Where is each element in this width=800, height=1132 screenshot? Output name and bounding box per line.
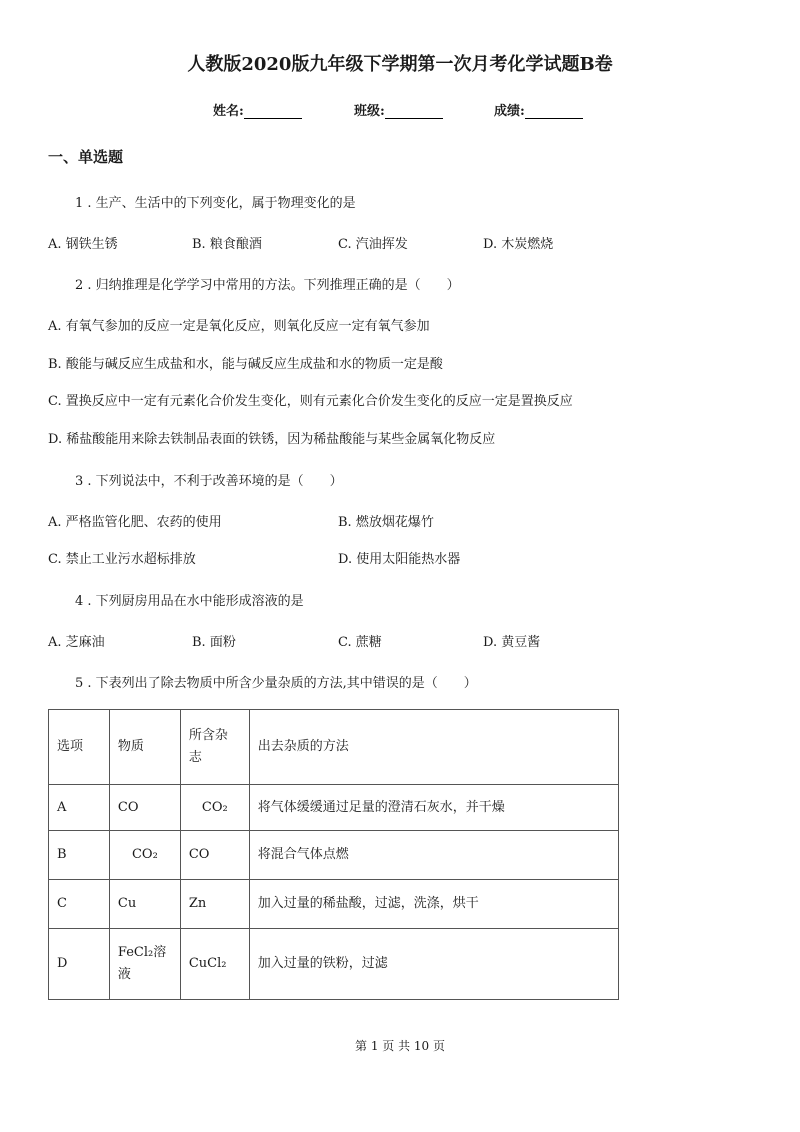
table-cell: C bbox=[49, 880, 110, 929]
question-stem: 4 . 下列厨房用品在水中能形成溶液的是 bbox=[75, 594, 304, 609]
table-cell: Zn bbox=[180, 880, 249, 929]
table-cell: Cu bbox=[109, 880, 180, 929]
table-cell: 将气体缓缓通过足量的澄清石灰水，并干燥 bbox=[249, 785, 618, 831]
table-cell: CO₂ bbox=[180, 785, 249, 831]
option-d: D. 稀盐酸能用来除去铁制品表面的铁锈，因为稀盐酸能与某些金属氧化物反应 bbox=[48, 432, 496, 447]
question-stem: 2 . 归纳推理是化学学习中常用的方法。下列推理正确的是（ ） bbox=[75, 278, 460, 293]
page-title: 人教版2020版九年级下学期第一次月考化学试题B卷 bbox=[187, 54, 613, 75]
score-field[interactable] bbox=[494, 100, 583, 119]
question-stem: 5 . 下表列出了除去物质中所含少量杂质的方法,其中错误的是（ ） bbox=[75, 676, 477, 691]
table-cell: B bbox=[49, 831, 110, 880]
option-c: C. 置换反应中一定有元素化合价发生变化，则有元素化合价发生变化的反应一定是置换反应 bbox=[48, 394, 573, 409]
option-a: A. 有氧气参加的反应一定是氧化反应，则氧化反应一定有氧气参加 bbox=[48, 319, 430, 334]
option-c: C. 蔗糖 bbox=[338, 635, 382, 650]
option-d: D. 使用太阳能热水器 bbox=[338, 552, 461, 567]
table-header-row bbox=[49, 710, 619, 785]
option-a: A. 严格监管化肥、农药的使用 bbox=[48, 515, 222, 530]
table-row bbox=[49, 880, 619, 929]
option-b: B. 燃放烟花爆竹 bbox=[338, 515, 434, 530]
table-cell: 加入过量的铁粉，过滤 bbox=[249, 929, 618, 1000]
section-heading: 一、单选题 bbox=[48, 148, 124, 166]
table-cell: A bbox=[49, 785, 110, 831]
option-b: B. 酸能与碱反应生成盐和水，能与碱反应生成盐和水的物质一定是酸 bbox=[48, 357, 443, 372]
name-field[interactable] bbox=[213, 100, 302, 119]
class-blank[interactable] bbox=[385, 104, 443, 119]
table-header-cell: 所含杂志 bbox=[180, 710, 249, 785]
impurity-table bbox=[48, 709, 619, 1000]
option-b: B. 面粉 bbox=[192, 635, 236, 650]
table-cell: CO₂ bbox=[109, 831, 180, 880]
table-cell: CuCl₂ bbox=[180, 929, 249, 1000]
name-blank[interactable] bbox=[244, 104, 302, 119]
question-stem: 3 . 下列说法中，不利于改善环境的是（ ） bbox=[75, 474, 343, 489]
page-footer: 第 1 页 共 10 页 bbox=[355, 1039, 445, 1053]
name-label: 姓名: bbox=[213, 104, 244, 119]
table-cell: CO bbox=[109, 785, 180, 831]
option-c: C. 禁止工业污水超标排放 bbox=[48, 552, 196, 567]
table-header-cell: 选项 bbox=[49, 710, 110, 785]
score-blank[interactable] bbox=[525, 104, 583, 119]
table-cell: CO bbox=[180, 831, 249, 880]
option-a: A. 钢铁生锈 bbox=[48, 237, 118, 252]
table-cell: D bbox=[49, 929, 110, 1000]
table-cell: FeCl₂溶液 bbox=[109, 929, 180, 1000]
table-cell: 加入过量的稀盐酸，过滤，洗涤，烘干 bbox=[249, 880, 618, 929]
table-row bbox=[49, 929, 619, 1000]
option-d: D. 木炭燃烧 bbox=[483, 237, 554, 252]
option-a: A. 芝麻油 bbox=[48, 635, 105, 650]
table-header-cell: 物质 bbox=[109, 710, 180, 785]
option-d: D. 黄豆酱 bbox=[483, 635, 541, 650]
option-c: C. 汽油挥发 bbox=[338, 237, 408, 252]
table-row bbox=[49, 831, 619, 880]
table-header-cell: 出去杂质的方法 bbox=[249, 710, 618, 785]
score-label: 成绩: bbox=[494, 104, 525, 119]
class-field[interactable] bbox=[354, 100, 443, 119]
option-b: B. 粮食酿酒 bbox=[192, 237, 262, 252]
table-row bbox=[49, 785, 619, 831]
question-stem: 1 . 生产、生活中的下列变化，属于物理变化的是 bbox=[75, 196, 356, 211]
class-label: 班级: bbox=[354, 104, 385, 119]
table-cell: 将混合气体点燃 bbox=[249, 831, 618, 880]
